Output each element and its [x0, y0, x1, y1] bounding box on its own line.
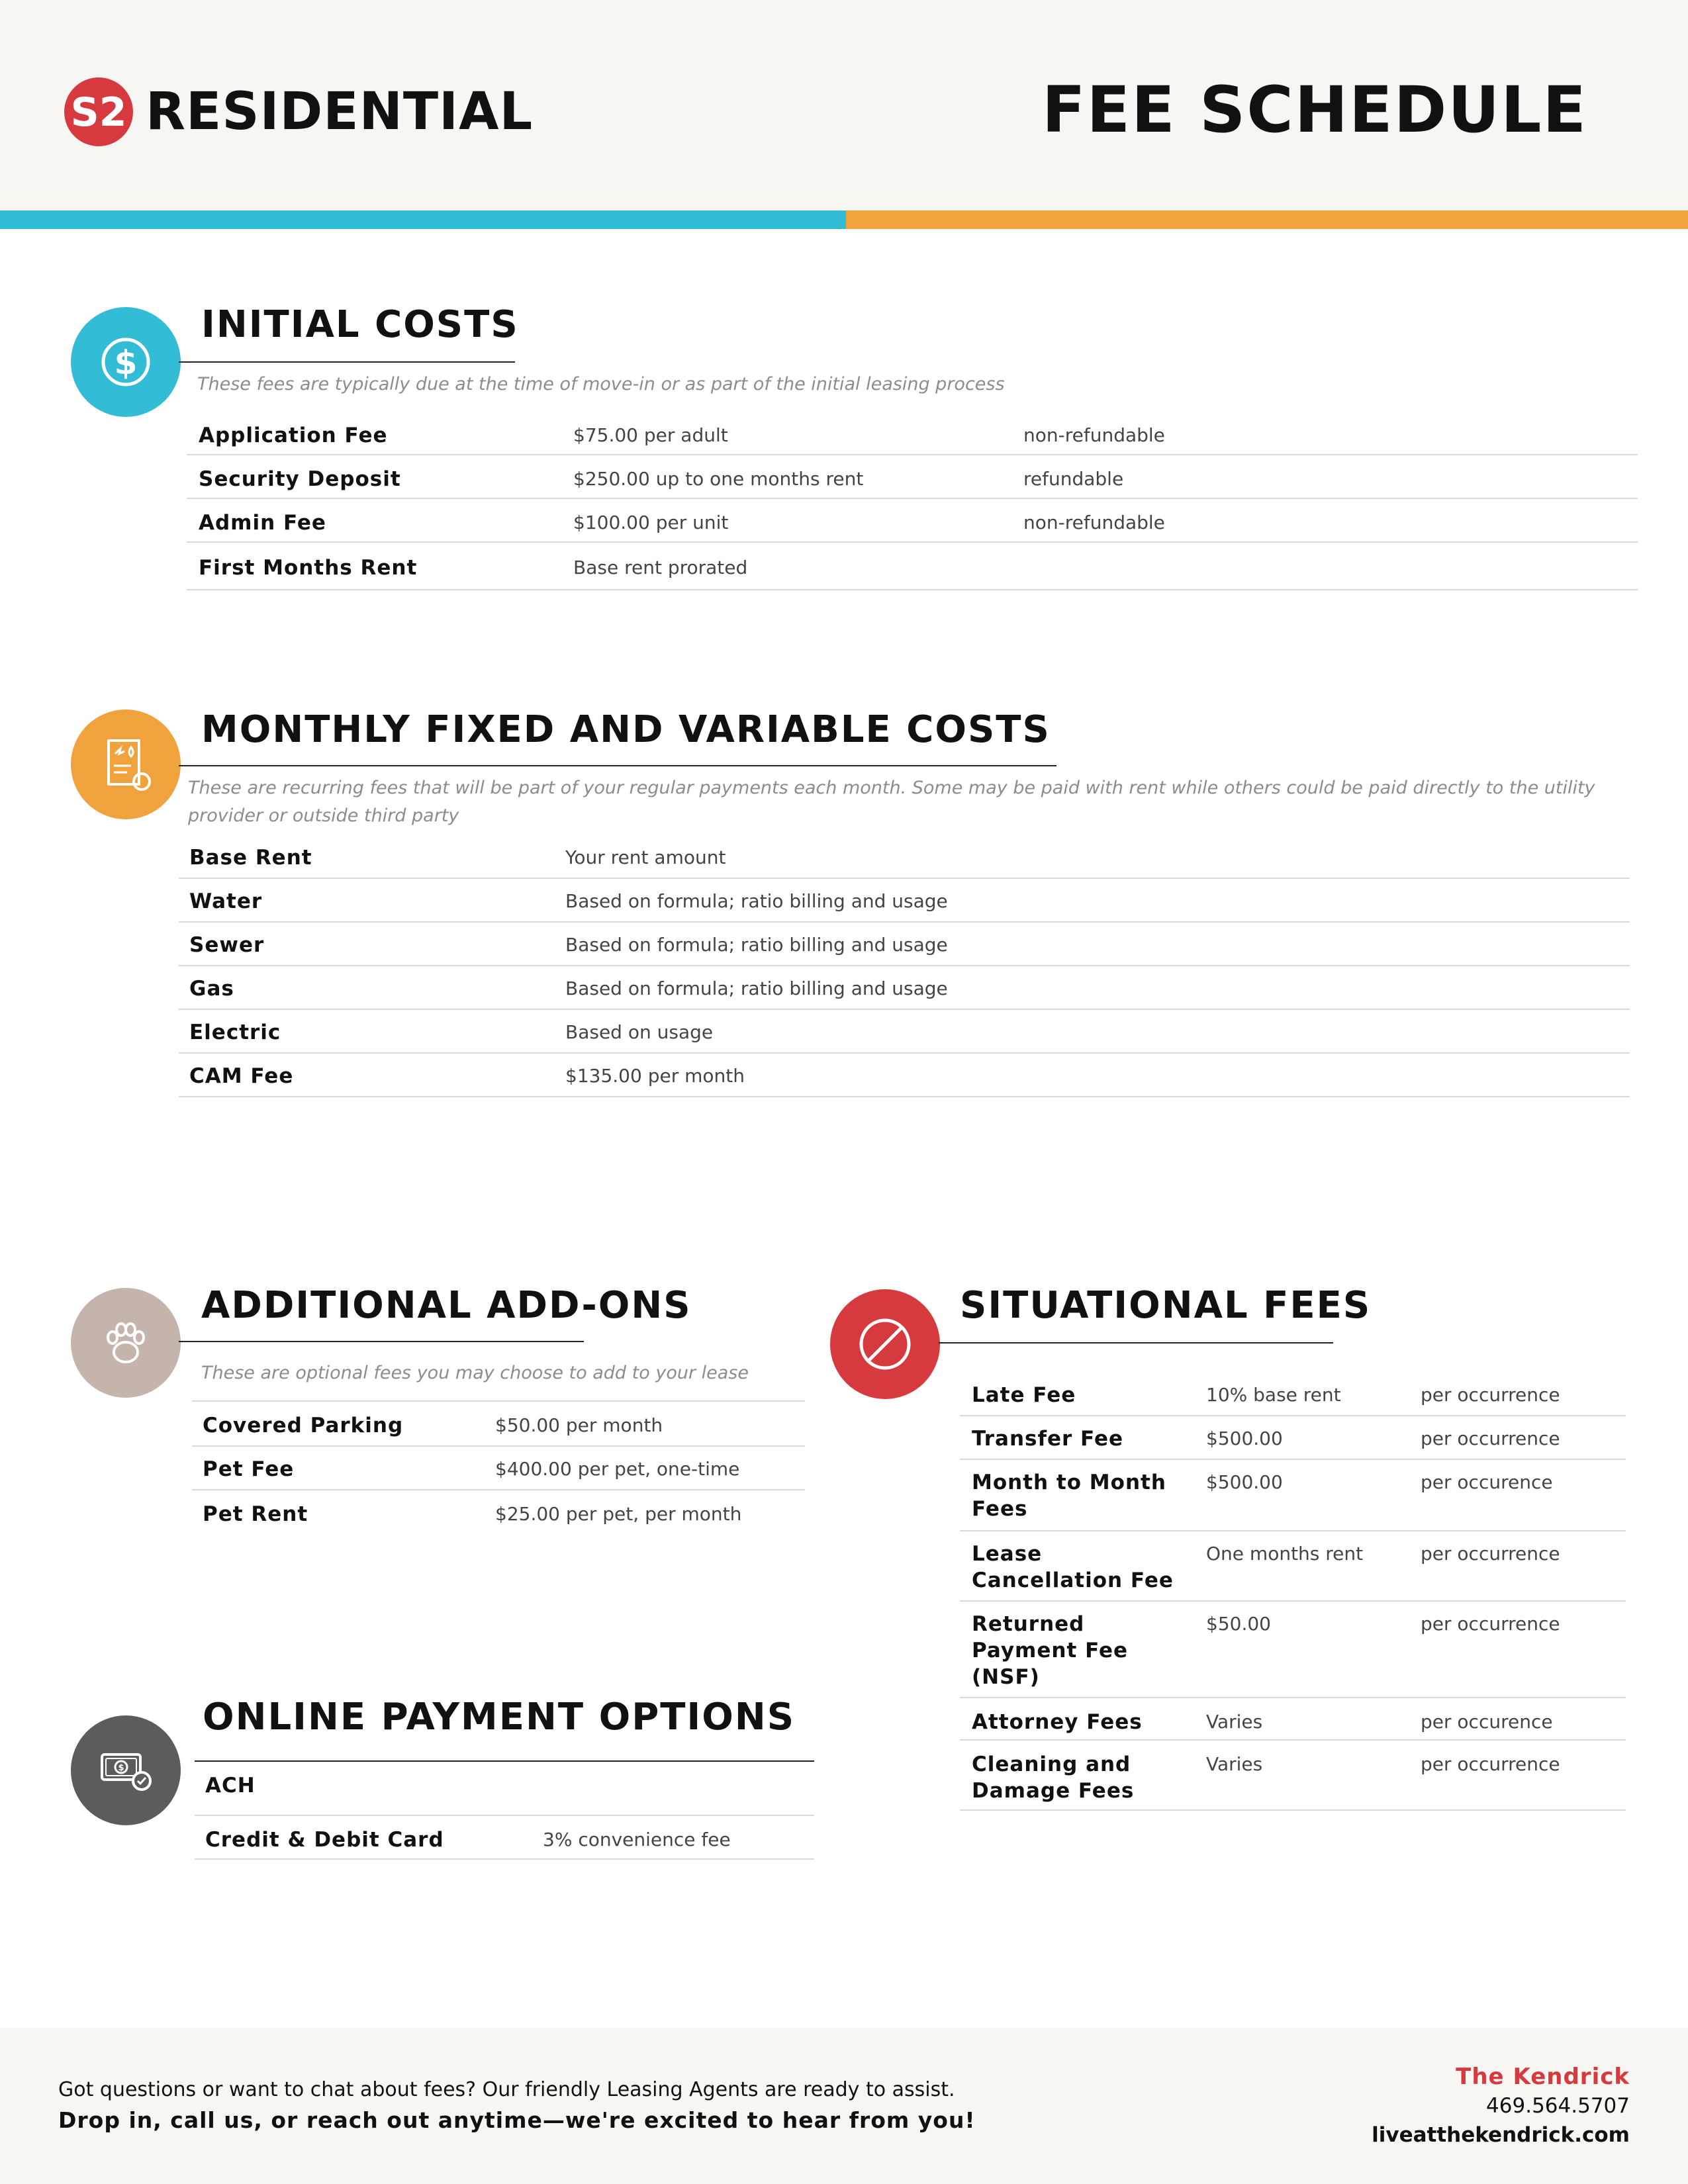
header-stripe-orange	[846, 210, 1688, 229]
table-row	[960, 1426, 1626, 1460]
fee-amount: 10% base rent	[1206, 1384, 1341, 1406]
logo	[62, 75, 533, 148]
table-row	[179, 1019, 1630, 1054]
online-payment-title: ONLINE PAYMENT OPTIONS	[203, 1696, 796, 1739]
payment-method-fee: 3% convenience fee	[543, 1829, 731, 1850]
table-row	[179, 976, 1630, 1010]
situational-fees-badge	[830, 1289, 940, 1399]
fee-label: Pet Rent	[203, 1502, 308, 1526]
monthly-costs-subtitle: These are recurring fees that will be part of your regular payments each month. Some may be paid with rent while others could be paid directly to the utility provider or outside third party	[188, 778, 1595, 826]
online-payment-badge	[71, 1715, 181, 1825]
footer-call-to-action: Drop in, call us, or reach out anytime—we're excited to hear from you!	[58, 2107, 976, 2133]
fee-amount: Varies	[1206, 1753, 1263, 1775]
fee-label: Returned Payment Fee (NSF)	[972, 1612, 1129, 1689]
fee-amount: Varies	[1206, 1711, 1263, 1733]
add-ons-title: ADDITIONAL ADD-ONS	[201, 1284, 692, 1327]
phone-link[interactable]: 469.564.5707	[1486, 2094, 1630, 2118]
table-row	[192, 1501, 805, 1534]
prohibited-icon	[852, 1311, 918, 1377]
fee-label: Admin Fee	[199, 511, 326, 535]
fee-label: Water	[189, 889, 263, 913]
fee-note: per occurrence	[1421, 1613, 1560, 1635]
fee-amount: $400.00 per pet, one-time	[495, 1458, 740, 1480]
table-row	[960, 1469, 1626, 1531]
fee-amount: One months rent	[1206, 1543, 1364, 1565]
initial-costs-badge	[71, 307, 181, 417]
fee-note: per occurrence	[1421, 1428, 1560, 1449]
property-name: The Kendrick	[1456, 2064, 1630, 2090]
add-ons-badge	[71, 1288, 181, 1398]
table-row	[960, 1541, 1626, 1602]
fee-amount: $50.00 per month	[495, 1414, 663, 1436]
fee-note: non-refundable	[1023, 512, 1165, 533]
page-title: FEE SCHEDULE	[1041, 73, 1587, 147]
table-row	[187, 466, 1638, 499]
fee-amount: Based on usage	[565, 1021, 714, 1043]
initial-costs-title: INITIAL COSTS	[201, 303, 519, 346]
dollar-icon	[93, 329, 159, 395]
header-stripe-blue	[0, 210, 846, 229]
table-row	[195, 1772, 814, 1816]
table-row	[187, 422, 1638, 455]
table-row	[960, 1611, 1626, 1698]
table-row	[187, 555, 1638, 590]
fee-label: First Months Rent	[199, 556, 418, 580]
fee-note: per occurence	[1421, 1471, 1553, 1493]
fee-label: Covered Parking	[203, 1414, 404, 1437]
monthly-costs-rule	[179, 765, 1056, 766]
table-row	[187, 510, 1638, 543]
fee-amount: $100.00 per unit	[573, 512, 729, 533]
fee-note: refundable	[1023, 468, 1124, 490]
monthly-costs-title: MONTHLY FIXED AND VARIABLE COSTS	[201, 708, 1051, 751]
s2-logo-icon	[62, 75, 135, 148]
table-row	[179, 1063, 1630, 1097]
fee-note: per occurrence	[1421, 1384, 1560, 1406]
fee-note: per occurrence	[1421, 1543, 1560, 1565]
monthly-costs-badge	[71, 709, 181, 819]
fee-amount: $250.00 up to one months rent	[573, 468, 864, 490]
fee-label: Electric	[189, 1021, 281, 1044]
table-row	[192, 1412, 805, 1447]
fee-label: Lease Cancellation Fee	[972, 1542, 1174, 1592]
footer-message: Got questions or want to chat about fees? Our friendly Leasing Agents are ready to assist.	[58, 2078, 955, 2101]
fee-label: Month to Month Fees	[972, 1471, 1166, 1521]
add-ons-table-top	[192, 1400, 805, 1402]
website-link[interactable]: liveatthekendrick.com	[1372, 2123, 1630, 2147]
table-row	[195, 1827, 814, 1860]
fee-label: Transfer Fee	[972, 1427, 1124, 1451]
fee-label: Gas	[189, 977, 234, 1001]
fee-amount: Based on formula; ratio billing and usage	[565, 934, 948, 956]
online-payment-rule	[195, 1760, 814, 1762]
table-row	[192, 1456, 805, 1490]
footer	[0, 2028, 1688, 2184]
payment-method-label: Credit & Debit Card	[205, 1828, 444, 1852]
add-ons-subtitle: These are optional fees you may choose to add to your lease	[201, 1363, 749, 1383]
fee-label: CAM Fee	[189, 1064, 294, 1088]
fee-note: per occurence	[1421, 1711, 1553, 1733]
payment-icon	[93, 1737, 159, 1803]
table-row	[960, 1751, 1626, 1811]
utility-bill-icon	[93, 731, 159, 797]
initial-costs-rule	[179, 361, 515, 363]
fee-amount: $500.00	[1206, 1471, 1283, 1493]
fee-label: Base Rent	[189, 846, 312, 870]
table-row	[179, 888, 1630, 923]
fee-amount: $25.00 per pet, per month	[495, 1503, 742, 1525]
fee-amount: Your rent amount	[565, 846, 726, 868]
fee-label: Attorney Fees	[972, 1710, 1143, 1734]
situational-fees-rule	[939, 1342, 1333, 1343]
fee-amount: Based on formula; ratio billing and usage	[565, 890, 948, 912]
fee-amount: $75.00 per adult	[573, 424, 728, 446]
logo-text: RESIDENTIAL	[146, 82, 534, 142]
fee-amount: Based on formula; ratio billing and usage	[565, 978, 948, 999]
table-row	[960, 1709, 1626, 1741]
add-ons-rule	[179, 1341, 584, 1342]
table-row	[960, 1382, 1626, 1416]
fee-amount: $50.00	[1206, 1613, 1271, 1635]
fee-label: Cleaning and Damage Fees	[972, 1752, 1135, 1803]
svg-text:S2: S2	[70, 89, 127, 136]
fee-amount: $500.00	[1206, 1428, 1283, 1449]
fee-label: Application Fee	[199, 424, 388, 447]
table-row	[179, 932, 1630, 966]
fee-label: Sewer	[189, 933, 265, 957]
initial-costs-subtitle: These fees are typically due at the time of move-in or as part of the initial leasing process	[197, 374, 1005, 394]
situational-fees-title: SITUATIONAL FEES	[960, 1284, 1372, 1327]
fee-amount: $135.00 per month	[565, 1065, 745, 1087]
table-row	[179, 844, 1630, 879]
paw-icon	[93, 1310, 159, 1376]
fee-label: Security Deposit	[199, 467, 401, 491]
fee-label: Late Fee	[972, 1383, 1076, 1407]
svg-text:$: $	[118, 1763, 124, 1773]
fee-note: non-refundable	[1023, 424, 1165, 446]
svg-text:$: $	[114, 343, 138, 382]
payment-method-label: ACH	[205, 1774, 256, 1797]
fee-amount: Base rent prorated	[573, 557, 748, 578]
fee-note: per occurrence	[1421, 1753, 1560, 1775]
fee-label: Pet Fee	[203, 1457, 295, 1481]
